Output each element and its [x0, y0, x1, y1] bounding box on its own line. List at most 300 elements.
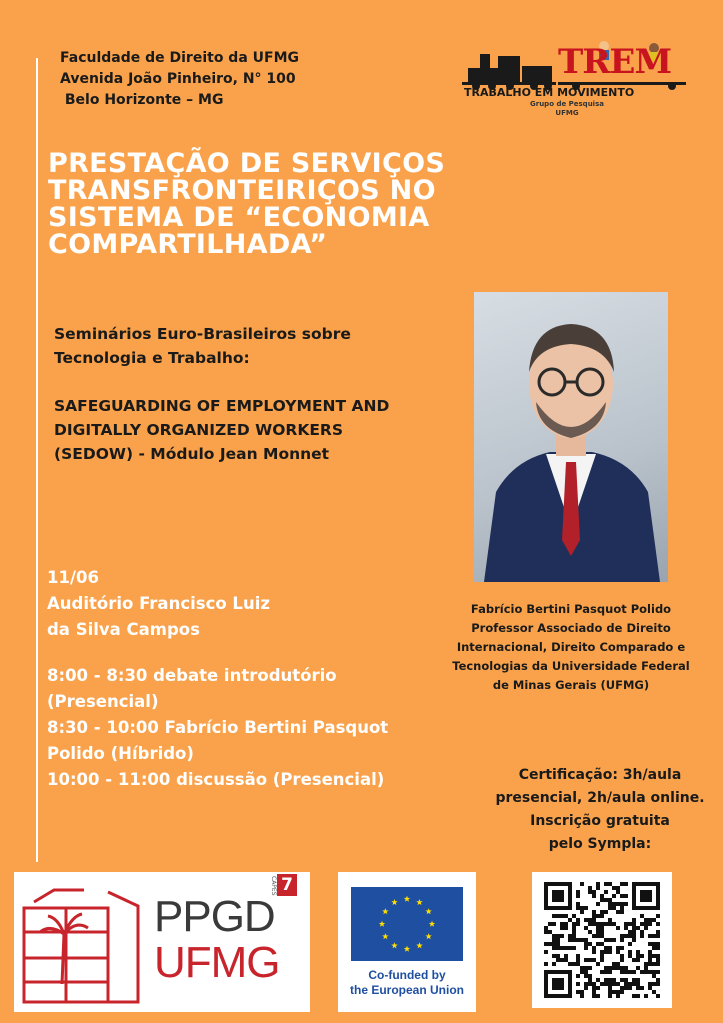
qr-module [596, 930, 600, 934]
building-palm-icon [14, 872, 154, 1012]
qr-module [584, 966, 588, 970]
capes-grade-badge: 7 [277, 874, 297, 896]
qr-module [552, 890, 556, 894]
qr-module [632, 918, 636, 922]
qr-module [592, 890, 596, 894]
qr-module [600, 934, 604, 938]
qr-module [616, 994, 620, 998]
qr-module [584, 918, 588, 922]
qr-module [544, 950, 548, 954]
qr-module [560, 914, 564, 918]
event-venue-line-1: Auditório Francisco Luiz [47, 594, 270, 613]
qr-module [552, 938, 556, 942]
qr-module [560, 906, 564, 910]
qr-module [568, 986, 572, 990]
qr-module [604, 910, 608, 914]
qr-module [548, 942, 552, 946]
qr-module [652, 990, 656, 994]
qr-module [656, 946, 660, 950]
registration-line: Certificação: 3h/aula [518, 767, 682, 783]
qr-module [584, 942, 588, 946]
qr-module [544, 890, 548, 894]
qr-module [656, 914, 660, 918]
title-line-4: COMPARTILHADA” [48, 229, 328, 260]
qr-module [552, 934, 556, 938]
qr-module [564, 954, 568, 958]
qr-module [624, 894, 628, 898]
eu-star [429, 921, 435, 927]
qr-module [548, 930, 552, 934]
qr-module [564, 994, 568, 998]
sympla-qr-code[interactable] [532, 872, 672, 1008]
qr-module [580, 990, 584, 994]
qr-module [560, 946, 564, 950]
qr-module [656, 942, 660, 946]
qr-module [648, 970, 652, 974]
qr-module [592, 950, 596, 954]
eu-star [382, 908, 388, 914]
qr-module [588, 978, 592, 982]
qr-module [648, 890, 652, 894]
qr-module [644, 906, 648, 910]
eu-star [382, 933, 388, 939]
qr-module [644, 994, 648, 998]
qr-module [648, 954, 652, 958]
qr-module [620, 906, 624, 910]
qr-module [620, 958, 624, 962]
qr-module [608, 978, 612, 982]
qr-module [604, 946, 608, 950]
qr-module [632, 922, 636, 926]
qr-module [564, 914, 568, 918]
qr-module [636, 994, 640, 998]
qr-module [612, 938, 616, 942]
qr-module [544, 986, 548, 990]
qr-module [636, 926, 640, 930]
qr-module [552, 982, 556, 986]
qr-module [544, 930, 548, 934]
qr-module [592, 922, 596, 926]
qr-module [624, 970, 628, 974]
qr-module [564, 906, 568, 910]
speaker-caption-line: Professor Associado de Direito [471, 621, 671, 635]
eu-star [416, 942, 422, 948]
qr-module [636, 954, 640, 958]
qr-module [640, 986, 644, 990]
qr-module [620, 938, 624, 942]
qr-module [552, 978, 556, 982]
eu-flag [351, 887, 463, 961]
qr-module [544, 982, 548, 986]
qr-module [620, 910, 624, 914]
qr-module [656, 994, 660, 998]
qr-module [616, 886, 620, 890]
qr-module [560, 978, 564, 982]
qr-module [556, 946, 560, 950]
qr-module [604, 966, 608, 970]
qr-module [612, 962, 616, 966]
qr-module [616, 946, 620, 950]
qr-module [656, 922, 660, 926]
ppgd-wordmark-line-1: PPGD [154, 892, 275, 941]
qr-module [580, 966, 584, 970]
qr-module [576, 890, 580, 894]
qr-module [632, 970, 636, 974]
qr-module [632, 982, 636, 986]
qr-module [636, 958, 640, 962]
qr-module [548, 994, 552, 998]
eu-star [416, 899, 422, 905]
qr-module [644, 926, 648, 930]
qr-module [580, 910, 584, 914]
address-line-3: Belo Horizonte – MG [60, 92, 224, 108]
qr-module [544, 906, 548, 910]
qr-module [616, 950, 620, 954]
qr-module [604, 882, 608, 886]
qr-module [588, 918, 592, 922]
qr-module [556, 938, 560, 942]
qr-module [640, 890, 644, 894]
ppgd-ufmg-wordmark [154, 894, 280, 986]
qr-module [568, 934, 572, 938]
qr-module [572, 914, 576, 918]
eu-text-line-1: Co-funded by [368, 968, 446, 982]
qr-module [640, 954, 644, 958]
qr-module [552, 922, 556, 926]
qr-module [560, 970, 564, 974]
qr-module [568, 938, 572, 942]
qr-module [556, 898, 560, 902]
qr-module [584, 938, 588, 942]
qr-module [652, 970, 656, 974]
qr-module [548, 882, 552, 886]
qr-module [544, 962, 548, 966]
qr-module [600, 942, 604, 946]
qr-module [568, 894, 572, 898]
qr-module [648, 922, 652, 926]
event-title [48, 150, 638, 258]
qr-module [656, 954, 660, 958]
qr-module [600, 970, 604, 974]
event-venue-line-2: da Silva Campos [47, 620, 200, 639]
trem-logo-word: TREM [558, 42, 672, 82]
qr-module [556, 978, 560, 982]
qr-module [640, 894, 644, 898]
qr-module [552, 882, 556, 886]
qr-module [624, 926, 628, 930]
qr-module [620, 990, 624, 994]
qr-module [608, 990, 612, 994]
qr-module [560, 934, 564, 938]
qr-module [584, 958, 588, 962]
eu-star [404, 896, 410, 902]
qr-module [544, 898, 548, 902]
qr-module [564, 946, 568, 950]
eu-stars-icon [351, 887, 463, 961]
qr-module [612, 902, 616, 906]
registration-info [480, 764, 720, 856]
qr-module [624, 882, 628, 886]
speaker-photo [474, 292, 668, 582]
qr-module [620, 970, 624, 974]
qr-module [544, 886, 548, 890]
qr-module [568, 882, 572, 886]
qr-module [612, 978, 616, 982]
qr-module [628, 982, 632, 986]
qr-module [648, 898, 652, 902]
qr-module [616, 982, 620, 986]
eu-star [425, 933, 431, 939]
qr-module [584, 982, 588, 986]
qr-module [636, 882, 640, 886]
qr-module [592, 914, 596, 918]
qr-module [632, 906, 636, 910]
speaker-caption [440, 600, 702, 695]
speaker-name: Fabrício Bertini Pasquot Polido [470, 602, 672, 616]
qr-module [560, 882, 564, 886]
eu-star [391, 942, 397, 948]
qr-module [648, 950, 652, 954]
qr-module [600, 898, 604, 902]
qr-module [644, 970, 648, 974]
qr-module [568, 918, 572, 922]
qr-module [652, 906, 656, 910]
qr-module [568, 886, 572, 890]
qr-module [620, 978, 624, 982]
registration-line: pelo Sympla: [548, 836, 652, 852]
qr-module [652, 882, 656, 886]
qr-module [624, 978, 628, 982]
qr-module [644, 966, 648, 970]
qr-module [552, 962, 556, 966]
qr-module [600, 954, 604, 958]
qr-module [620, 882, 624, 886]
speaker-portrait-icon [474, 292, 668, 582]
schedule-line: 8:30 - 10:00 Fabrício Bertini Pasquot [47, 718, 389, 737]
qr-module [648, 906, 652, 910]
qr-module [632, 934, 636, 938]
qr-module [616, 990, 620, 994]
qr-module [584, 906, 588, 910]
qr-module [596, 994, 600, 998]
qr-module [552, 942, 556, 946]
qr-module [544, 994, 548, 998]
qr-module [596, 922, 600, 926]
qr-module [552, 994, 556, 998]
qr-module [544, 978, 548, 982]
qr-module [588, 886, 592, 890]
qr-module [644, 882, 648, 886]
trem-logo-group [530, 100, 604, 118]
qr-module [652, 962, 656, 966]
eu-star [391, 899, 397, 905]
qr-module [564, 926, 568, 930]
qr-module [568, 962, 572, 966]
qr-module [616, 890, 620, 894]
ppgd-wordmark-line-2: UFMG [154, 938, 280, 987]
qr-module [656, 898, 660, 902]
qr-module [620, 946, 624, 950]
qr-module [552, 970, 556, 974]
qr-module [632, 978, 636, 982]
qr-module [564, 958, 568, 962]
qr-module [636, 978, 640, 982]
schedule-line: 10:00 - 11:00 discussão (Presencial) [47, 770, 385, 789]
qr-module [600, 914, 604, 918]
qr-module [592, 918, 596, 922]
qr-module [616, 966, 620, 970]
qr-module [628, 950, 632, 954]
qr-module [620, 954, 624, 958]
qr-module [600, 930, 604, 934]
seminar-project: SAFEGUARDING OF EMPLOYMENT AND DIGITALLY ORGANIZED WORKERS (SEDOW) - Módulo Jean Monnet [54, 397, 390, 463]
qr-module [632, 926, 636, 930]
qr-module [608, 966, 612, 970]
qr-module [544, 974, 548, 978]
qr-module [580, 970, 584, 974]
qr-module [608, 994, 612, 998]
qr-module [580, 906, 584, 910]
qr-module [556, 958, 560, 962]
qr-module [608, 922, 612, 926]
qr-module [568, 898, 572, 902]
qr-module [620, 894, 624, 898]
qr-module [556, 882, 560, 886]
qr-module [576, 958, 580, 962]
qr-module [648, 918, 652, 922]
qr-module [656, 894, 660, 898]
qr-module [620, 986, 624, 990]
qr-module [556, 942, 560, 946]
qr-module [580, 994, 584, 998]
qr-module [584, 986, 588, 990]
qr-module [544, 942, 548, 946]
qr-module [564, 882, 568, 886]
qr-module [608, 950, 612, 954]
qr-module [556, 970, 560, 974]
qr-module [588, 958, 592, 962]
qr-module [576, 954, 580, 958]
qr-module [576, 974, 580, 978]
qr-module [548, 970, 552, 974]
speaker-caption-line: Internacional, Direito Comparado e [456, 640, 686, 654]
qr-module [568, 906, 572, 910]
qr-module [656, 930, 660, 934]
capes-label: CAPES [270, 876, 277, 896]
qr-module [656, 978, 660, 982]
qr-module [600, 958, 604, 962]
qr-module [560, 982, 564, 986]
qr-module [656, 958, 660, 962]
qr-module [552, 914, 556, 918]
qr-module [632, 994, 636, 998]
eu-star [404, 946, 410, 952]
qr-module [608, 918, 612, 922]
qr-module [584, 970, 588, 974]
qr-module [576, 894, 580, 898]
qr-module [652, 918, 656, 922]
qr-module [656, 890, 660, 894]
qr-module [640, 934, 644, 938]
eu-text-line-2: the European Union [350, 983, 464, 997]
qr-module [652, 974, 656, 978]
title-line-3: SISTEMA DE “ECONOMIA [48, 202, 430, 233]
qr-module [600, 926, 604, 930]
qr-module [612, 982, 616, 986]
qr-module [656, 982, 660, 986]
qr-module [560, 898, 564, 902]
qr-module [560, 994, 564, 998]
qr-module [628, 934, 632, 938]
qr-module [652, 934, 656, 938]
qr-module [544, 990, 548, 994]
qr-module [636, 950, 640, 954]
qr-module [596, 978, 600, 982]
qr-module [636, 982, 640, 986]
qr-module [612, 894, 616, 898]
venue-address [60, 48, 299, 111]
qr-module [608, 986, 612, 990]
qr-module [648, 894, 652, 898]
qr-module [592, 990, 596, 994]
qr-module [632, 902, 636, 906]
address-line-1: Faculdade de Direito da UFMG [60, 50, 300, 66]
qr-module [592, 994, 596, 998]
qr-module [616, 910, 620, 914]
qr-module [568, 946, 572, 950]
qr-module [648, 982, 652, 986]
qr-module [624, 982, 628, 986]
qr-module [572, 946, 576, 950]
qr-module [636, 986, 640, 990]
qr-module [656, 970, 660, 974]
qr-module [608, 898, 612, 902]
qr-module [588, 942, 592, 946]
qr-module [596, 886, 600, 890]
qr-module [548, 906, 552, 910]
qr-module [620, 902, 624, 906]
qr-module [644, 962, 648, 966]
qr-module [604, 982, 608, 986]
qr-module [620, 934, 624, 938]
qr-module [596, 926, 600, 930]
qr-module [600, 894, 604, 898]
qr-module [556, 954, 560, 958]
qr-module [656, 882, 660, 886]
qr-module [588, 966, 592, 970]
qr-module [568, 994, 572, 998]
qr-module [652, 982, 656, 986]
qr-module [560, 890, 564, 894]
qr-module [628, 942, 632, 946]
qr-module [596, 934, 600, 938]
qr-module [568, 890, 572, 894]
qr-module [596, 942, 600, 946]
qr-module [592, 958, 596, 962]
qr-module [628, 922, 632, 926]
address-line-2: Avenida João Pinheiro, N° 100 [60, 71, 296, 87]
qr-module [640, 914, 644, 918]
qr-module [620, 966, 624, 970]
qr-module [560, 986, 564, 990]
qr-module [544, 882, 548, 886]
qr-module [552, 954, 556, 958]
qr-module [612, 886, 616, 890]
qr-module [640, 922, 644, 926]
qr-module [616, 926, 620, 930]
qr-module [552, 894, 556, 898]
qr-module [568, 990, 572, 994]
